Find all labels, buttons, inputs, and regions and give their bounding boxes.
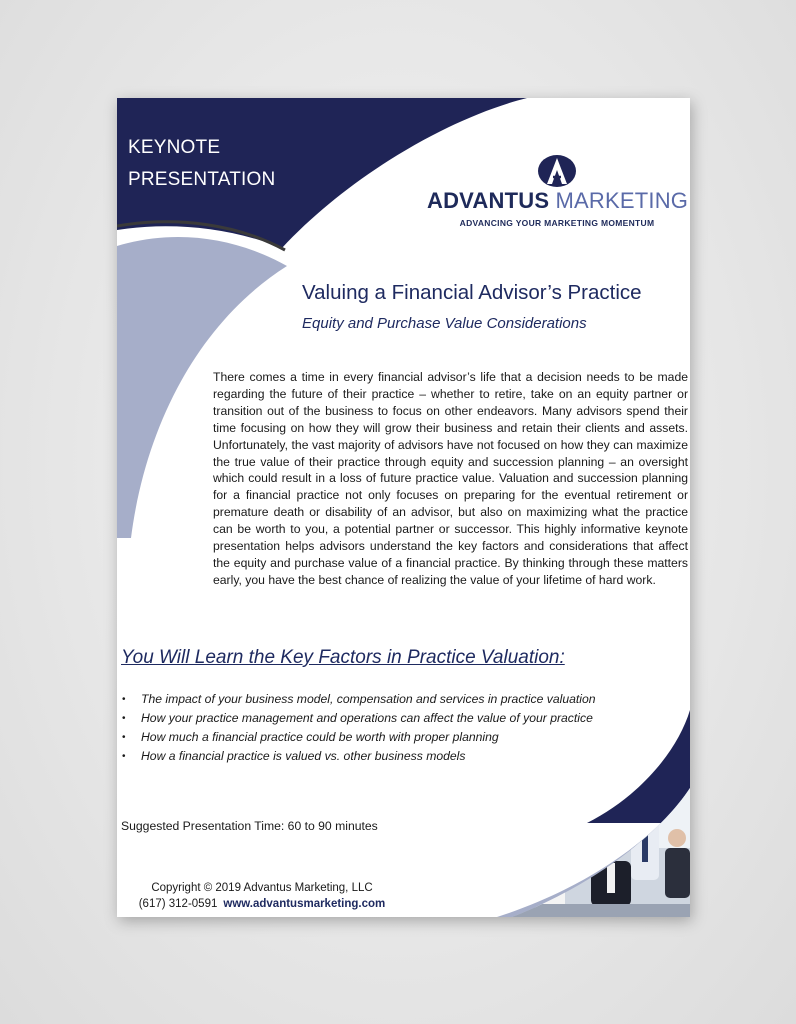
footer-copyright: Copyright © 2019 Advantus Marketing, LLC — [151, 882, 373, 894]
footer-phone: (617) 312-0591 — [138, 898, 218, 910]
logo-tagline: ADVANCING YOUR MARKETING MOMENTUM — [459, 218, 655, 228]
kicker-line-2: PRESENTATION — [128, 169, 276, 190]
list-item-text: The impact of your business model, compensation and services in practice valuation — [141, 692, 596, 706]
logo-name-light: MARKETING — [555, 188, 689, 213]
document-title: Valuing a Financial Advisor’s Practice — [302, 281, 642, 304]
logo-name-bold: ADVANTUS — [427, 188, 550, 213]
presentation-duration: Suggested Presentation Time: 60 to 90 minutes — [121, 819, 378, 833]
footer-website-link[interactable]: www.advantusmarketing.com — [223, 898, 386, 910]
list-item-text: How a financial practice is valued vs. other business models — [141, 749, 466, 763]
flyer-page — [117, 98, 690, 917]
list-item-text: How your practice management and operations can affect the value of your practice — [141, 711, 593, 725]
bullet-glyph: • — [122, 751, 126, 762]
bullet-glyph: • — [122, 713, 126, 724]
business-meeting-photo — [117, 98, 690, 917]
document-subtitle: Equity and Purchase Value Considerations — [302, 315, 587, 332]
bullet-glyph: • — [122, 694, 126, 705]
learn-heading: You Will Learn the Key Factors in Practice Valuation: — [121, 647, 565, 668]
body-paragraph: There comes a time in every financial advisor’s life that a decision needs to be made regarding the future of their practice – whether to retire, take on an equity partner or transition out of the business to focus on other endeavors. Many advisors spend their time focusing on how they will grow their business and retain their clients and assets. Unfortunately, the vast majority of advisors have not focused on how they can maximize the true value of their practice through equity and succession planning – an oversight which could result in a loss of future practice value. Valuation and succession planning for a financial practice not only focuses on preparing for the eventual retirement or premature death or disability of an advisor, but also on maximizing what the practice can be worth to you, a potential partner or successor. This highly informative keynote presentation helps advisors understand the key factors and considerations that affect the equity and purchase value of a financial practice. By thinking through these matters early, you have the best chance of realizing the value of your lifetime of hard work. — [213, 370, 688, 587]
kicker-line-1: KEYNOTE — [128, 137, 221, 158]
list-item-text: How much a financial practice could be worth with proper planning — [141, 730, 499, 744]
bullet-glyph: • — [122, 732, 126, 743]
